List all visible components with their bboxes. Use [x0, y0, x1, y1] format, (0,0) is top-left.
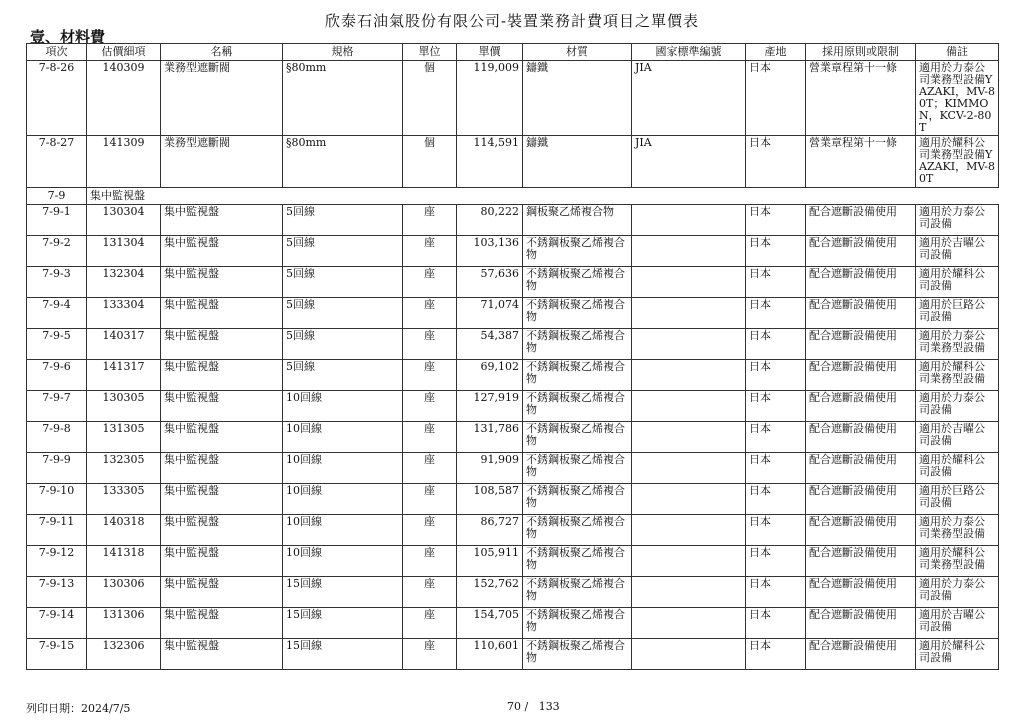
table-row — [27, 608, 999, 639]
item-code-cell: 7-9-4 — [27, 298, 87, 329]
item-name-cell: 集中監視盤 — [161, 298, 283, 329]
price-cell: 105,911 — [457, 546, 523, 577]
origin-cell: 日本 — [746, 205, 806, 236]
item-name-cell: 集中監視盤 — [161, 236, 283, 267]
note-cell: 適用於耀科公司設備 — [916, 453, 999, 484]
standard-cell — [632, 515, 746, 546]
column-header: 單價 — [457, 44, 523, 61]
item-code-cell: 7-9-13 — [27, 577, 87, 608]
price-cell: 108,587 — [457, 484, 523, 515]
column-header: 材質 — [523, 44, 632, 61]
column-header: 備註 — [916, 44, 999, 61]
material-cell: 不銹鋼板聚乙烯複合物 — [523, 577, 632, 608]
standard-cell — [632, 391, 746, 422]
principle-cell: 配合遮斷設備使用 — [806, 329, 916, 360]
unit-cell: 座 — [403, 484, 457, 515]
price-cell: 69,102 — [457, 360, 523, 391]
table-row — [27, 329, 999, 360]
price-cell: 110,601 — [457, 639, 523, 670]
material-cell: 不銹鋼板聚乙烯複合物 — [523, 515, 632, 546]
item-code-cell: 7-9-11 — [27, 515, 87, 546]
standard-cell — [632, 453, 746, 484]
item-name-cell: 業務型遮斷閥 — [161, 61, 283, 136]
note-cell: 適用於耀科公司設備 — [916, 639, 999, 670]
unit-cell: 座 — [403, 236, 457, 267]
unit-cell: 座 — [403, 205, 457, 236]
note-cell: 適用於耀科公司業務型設備 — [916, 360, 999, 391]
principle-cell: 配合遮斷設備使用 — [806, 639, 916, 670]
note-cell: 適用於力泰公司業務型設備 — [916, 515, 999, 546]
note-cell: 適用於吉曜公司設備 — [916, 236, 999, 267]
material-cell: 鋼板聚乙烯複合物 — [523, 205, 632, 236]
material-cell: 鑄鐵 — [523, 61, 632, 136]
origin-cell: 日本 — [746, 298, 806, 329]
unit-cell: 座 — [403, 577, 457, 608]
item-code-cell: 7-9-10 — [27, 484, 87, 515]
principle-cell: 配合遮斷設備使用 — [806, 205, 916, 236]
table-row — [27, 577, 999, 608]
unit-cell: 座 — [403, 267, 457, 298]
principle-cell: 配合遮斷設備使用 — [806, 608, 916, 639]
table-row — [27, 422, 999, 453]
item-code-cell: 7-9-1 — [27, 205, 87, 236]
section-code-cell: 7-9 — [27, 188, 87, 205]
spec-cell: §80mm — [283, 136, 403, 188]
section-name-cell: 集中監視盤 — [87, 188, 999, 205]
principle-cell: 配合遮斷設備使用 — [806, 267, 916, 298]
origin-cell: 日本 — [746, 453, 806, 484]
origin-cell: 日本 — [746, 61, 806, 136]
item-name-cell: 集中監視盤 — [161, 515, 283, 546]
principle-cell: 營業章程第十一條 — [806, 61, 916, 136]
item-code-cell: 7-9-14 — [27, 608, 87, 639]
table-row — [27, 236, 999, 267]
column-header: 項次 — [27, 44, 87, 61]
unit-cell: 座 — [403, 453, 457, 484]
table-row — [27, 205, 999, 236]
material-cell: 不銹鋼板聚乙烯複合物 — [523, 422, 632, 453]
material-cell: 不銹鋼板聚乙烯複合物 — [523, 639, 632, 670]
material-cell: 不銹鋼板聚乙烯複合物 — [523, 453, 632, 484]
column-header: 名稱 — [161, 44, 283, 61]
material-cell: 不銹鋼板聚乙烯複合物 — [523, 329, 632, 360]
unit-cell: 座 — [403, 329, 457, 360]
column-header: 採用原則或限制 — [806, 44, 916, 61]
spec-cell: 10回線 — [283, 546, 403, 577]
price-cell: 54,387 — [457, 329, 523, 360]
origin-cell: 日本 — [746, 608, 806, 639]
price-cell: 154,705 — [457, 608, 523, 639]
item-code-cell: 7-9-2 — [27, 236, 87, 267]
section-row — [27, 188, 999, 205]
table-row — [27, 267, 999, 298]
unit-cell: 座 — [403, 360, 457, 391]
estimate-code-cell: 141318 — [87, 546, 161, 577]
item-name-cell: 業務型遮斷閥 — [161, 136, 283, 188]
principle-cell: 營業章程第十一條 — [806, 136, 916, 188]
estimate-code-cell: 141309 — [87, 136, 161, 188]
principle-cell: 配合遮斷設備使用 — [806, 391, 916, 422]
note-cell: 適用於力泰公司業務型設備YAZAKI，MV-80T；KIMMON，KCV-2-80T — [916, 61, 999, 136]
unit-cell: 座 — [403, 515, 457, 546]
unit-cell: 座 — [403, 608, 457, 639]
spec-cell: 5回線 — [283, 360, 403, 391]
price-cell: 131,786 — [457, 422, 523, 453]
column-header: 單位 — [403, 44, 457, 61]
estimate-code-cell: 140317 — [87, 329, 161, 360]
note-cell: 適用於吉曜公司設備 — [916, 422, 999, 453]
item-code-cell: 7-9-12 — [27, 546, 87, 577]
item-code-cell: 7-9-7 — [27, 391, 87, 422]
material-cell: 不銹鋼板聚乙烯複合物 — [523, 484, 632, 515]
document-title: 欣泰石油氣股份有限公司-裝置業務計費項目之單價表 — [324, 12, 700, 30]
table-row — [27, 546, 999, 577]
standard-cell — [632, 360, 746, 391]
table-row — [27, 484, 999, 515]
note-cell: 適用於耀科公司業務型設備YAZAKI，MV-80T — [916, 136, 999, 188]
principle-cell: 配合遮斷設備使用 — [806, 298, 916, 329]
estimate-code-cell: 130306 — [87, 577, 161, 608]
note-cell: 適用於力泰公司設備 — [916, 391, 999, 422]
principle-cell: 配合遮斷設備使用 — [806, 236, 916, 267]
page-number: 70 / 133 — [507, 700, 560, 713]
standard-cell — [632, 608, 746, 639]
spec-cell: 5回線 — [283, 205, 403, 236]
table-row — [27, 360, 999, 391]
item-name-cell: 集中監視盤 — [161, 391, 283, 422]
unit-cell: 座 — [403, 546, 457, 577]
estimate-code-cell: 132305 — [87, 453, 161, 484]
note-cell: 適用於巨路公司設備 — [916, 484, 999, 515]
standard-cell — [632, 329, 746, 360]
origin-cell: 日本 — [746, 484, 806, 515]
note-cell: 適用於耀科公司業務型設備 — [916, 546, 999, 577]
material-cell: 不銹鋼板聚乙烯複合物 — [523, 360, 632, 391]
estimate-code-cell: 133305 — [87, 484, 161, 515]
price-cell: 91,909 — [457, 453, 523, 484]
price-cell: 152,762 — [457, 577, 523, 608]
estimate-code-cell: 141317 — [87, 360, 161, 391]
principle-cell: 配合遮斷設備使用 — [806, 360, 916, 391]
spec-cell: 15回線 — [283, 577, 403, 608]
item-code-cell: 7-9-8 — [27, 422, 87, 453]
standard-cell — [632, 298, 746, 329]
item-name-cell: 集中監視盤 — [161, 329, 283, 360]
principle-cell: 配合遮斷設備使用 — [806, 546, 916, 577]
price-cell: 57,636 — [457, 267, 523, 298]
table-header-row — [27, 44, 999, 61]
item-code-cell: 7-9-3 — [27, 267, 87, 298]
standard-cell — [632, 577, 746, 608]
origin-cell: 日本 — [746, 267, 806, 298]
note-cell: 適用於力泰公司業務型設備 — [916, 329, 999, 360]
principle-cell: 配合遮斷設備使用 — [806, 577, 916, 608]
item-name-cell: 集中監視盤 — [161, 205, 283, 236]
column-header: 產地 — [746, 44, 806, 61]
origin-cell: 日本 — [746, 515, 806, 546]
spec-cell: 5回線 — [283, 298, 403, 329]
estimate-code-cell: 140318 — [87, 515, 161, 546]
item-name-cell: 集中監視盤 — [161, 639, 283, 670]
origin-cell: 日本 — [746, 136, 806, 188]
price-cell: 103,136 — [457, 236, 523, 267]
note-cell: 適用於耀科公司設備 — [916, 267, 999, 298]
item-name-cell: 集中監視盤 — [161, 577, 283, 608]
item-name-cell: 集中監視盤 — [161, 360, 283, 391]
standard-cell — [632, 484, 746, 515]
principle-cell: 配合遮斷設備使用 — [806, 453, 916, 484]
item-code-cell: 7-9-15 — [27, 639, 87, 670]
column-header: 國家標準編號 — [632, 44, 746, 61]
spec-cell: 15回線 — [283, 639, 403, 670]
note-cell: 適用於力泰公司設備 — [916, 205, 999, 236]
table-row — [27, 136, 999, 188]
item-name-cell: 集中監視盤 — [161, 422, 283, 453]
item-name-cell: 集中監視盤 — [161, 453, 283, 484]
estimate-code-cell: 131304 — [87, 236, 161, 267]
principle-cell: 配合遮斷設備使用 — [806, 515, 916, 546]
note-cell: 適用於吉曜公司設備 — [916, 608, 999, 639]
standard-cell — [632, 546, 746, 577]
spec-cell: 5回線 — [283, 329, 403, 360]
estimate-code-cell: 130304 — [87, 205, 161, 236]
price-cell: 86,727 — [457, 515, 523, 546]
item-name-cell: 集中監視盤 — [161, 484, 283, 515]
table-row — [27, 391, 999, 422]
estimate-code-cell: 131305 — [87, 422, 161, 453]
standard-cell — [632, 267, 746, 298]
column-header: 規格 — [283, 44, 403, 61]
table-row — [27, 515, 999, 546]
material-cell: 鑄鐵 — [523, 136, 632, 188]
item-code-cell: 7-8-27 — [27, 136, 87, 188]
principle-cell: 配合遮斷設備使用 — [806, 484, 916, 515]
origin-cell: 日本 — [746, 546, 806, 577]
table-row — [27, 61, 999, 136]
unit-cell: 座 — [403, 298, 457, 329]
origin-cell: 日本 — [746, 639, 806, 670]
origin-cell: 日本 — [746, 360, 806, 391]
price-table — [26, 43, 999, 670]
principle-cell: 配合遮斷設備使用 — [806, 422, 916, 453]
item-code-cell: 7-9-9 — [27, 453, 87, 484]
unit-cell: 個 — [403, 61, 457, 136]
estimate-code-cell: 133304 — [87, 298, 161, 329]
standard-cell: JIA — [632, 61, 746, 136]
material-cell: 不銹鋼板聚乙烯複合物 — [523, 391, 632, 422]
origin-cell: 日本 — [746, 391, 806, 422]
spec-cell: 10回線 — [283, 453, 403, 484]
table-row — [27, 639, 999, 670]
item-code-cell: 7-9-5 — [27, 329, 87, 360]
print-date: 列印日期：2024/7/5 — [26, 702, 131, 715]
estimate-code-cell: 140309 — [87, 61, 161, 136]
material-cell: 不銹鋼板聚乙烯複合物 — [523, 236, 632, 267]
estimate-code-cell: 131306 — [87, 608, 161, 639]
material-cell: 不銹鋼板聚乙烯複合物 — [523, 298, 632, 329]
note-cell: 適用於巨路公司設備 — [916, 298, 999, 329]
standard-cell — [632, 205, 746, 236]
material-cell: 不銹鋼板聚乙烯複合物 — [523, 267, 632, 298]
estimate-code-cell: 130305 — [87, 391, 161, 422]
spec-cell: §80mm — [283, 61, 403, 136]
origin-cell: 日本 — [746, 236, 806, 267]
spec-cell: 15回線 — [283, 608, 403, 639]
spec-cell: 5回線 — [283, 267, 403, 298]
spec-cell: 5回線 — [283, 236, 403, 267]
price-cell: 119,009 — [457, 61, 523, 136]
spec-cell: 10回線 — [283, 422, 403, 453]
table-row — [27, 298, 999, 329]
unit-cell: 座 — [403, 422, 457, 453]
price-cell: 71,074 — [457, 298, 523, 329]
item-name-cell: 集中監視盤 — [161, 608, 283, 639]
origin-cell: 日本 — [746, 422, 806, 453]
standard-cell — [632, 422, 746, 453]
price-cell: 127,919 — [457, 391, 523, 422]
item-code-cell: 7-9-6 — [27, 360, 87, 391]
unit-cell: 個 — [403, 136, 457, 188]
item-code-cell: 7-8-26 — [27, 61, 87, 136]
material-cell: 不銹鋼板聚乙烯複合物 — [523, 608, 632, 639]
column-header: 估價細項 — [87, 44, 161, 61]
spec-cell: 10回線 — [283, 484, 403, 515]
standard-cell — [632, 639, 746, 670]
table-row — [27, 453, 999, 484]
note-cell: 適用於力泰公司設備 — [916, 577, 999, 608]
material-cell: 不銹鋼板聚乙烯複合物 — [523, 546, 632, 577]
estimate-code-cell: 132306 — [87, 639, 161, 670]
unit-cell: 座 — [403, 639, 457, 670]
price-cell: 80,222 — [457, 205, 523, 236]
item-name-cell: 集中監視盤 — [161, 546, 283, 577]
price-cell: 114,591 — [457, 136, 523, 188]
standard-cell — [632, 236, 746, 267]
section-label: 壹、材料費 — [30, 28, 106, 46]
standard-cell: JIA — [632, 136, 746, 188]
origin-cell: 日本 — [746, 329, 806, 360]
spec-cell: 10回線 — [283, 515, 403, 546]
unit-cell: 座 — [403, 391, 457, 422]
item-name-cell: 集中監視盤 — [161, 267, 283, 298]
origin-cell: 日本 — [746, 577, 806, 608]
spec-cell: 10回線 — [283, 391, 403, 422]
estimate-code-cell: 132304 — [87, 267, 161, 298]
